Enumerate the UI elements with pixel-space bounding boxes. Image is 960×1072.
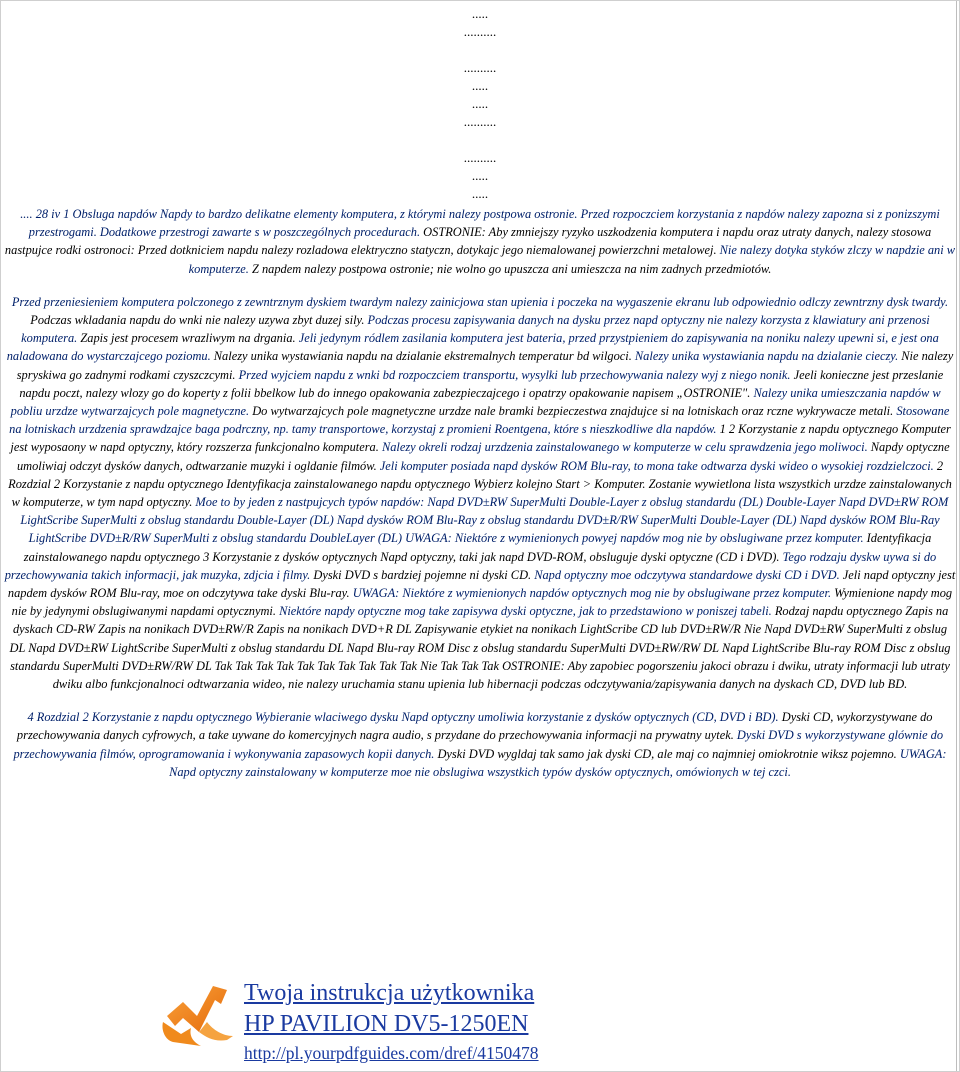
text-segment: Niektóre napdy optyczne mog take zapisywa dyski optyczne, jak to przedstawiono w poniszej tabeli.: [279, 604, 775, 619]
source-url-link[interactable]: http://pl.yourpdfguides.com/dref/4150478: [244, 1043, 539, 1063]
text-segment: Podczas wkladania napdu do wnki nie nalezy uzywa zbyt duzej sily.: [30, 313, 368, 328]
paragraph-2: [4, 293, 956, 693]
model-link[interactable]: HP PAVILION DV5-1250EN: [244, 1011, 529, 1037]
text-segment: Identyfikacja zainstalowanego napdu optycznego 3 Korzystanie z dysków optycznych Napd optyczny, taki jak napd DVD-ROM, obsluguje dyski optyczne (CD i DVD).: [23, 531, 932, 564]
text-segment: Nalezy unika wystawiania napdu na dzialanie ekstremalnych temperatur bd wilgoci.: [213, 349, 635, 364]
text-segment: UWAGA: Niektóre z wymienionych napdów optycznych mog nie by obslugiwane przez komputer.: [352, 586, 835, 601]
text-segment: Przed wyjciem napdu z wnki bd rozpoczciem transportu, wysylki lub przechowywania nalezy wyj z niego nonik.: [238, 367, 794, 382]
text-segment: .... 28 iv 1 Obsluga napdów Napdy to bardzo delikatne elementy komputera, z którymi nalezy postpowa ostronie. Przed rozpoczciem korzystania z napdów nalezy zapozna si z ponizszymi przestrogami. Dodatkowe przestrogi zawarte s w poszczególnych procedurach.: [20, 207, 940, 240]
dot-leader-list: [0, 5, 960, 203]
dot-leader: .....: [471, 78, 489, 93]
text-segment: Nie nalezy spryskiwa go zadnymi rodkami czyszczcymi.: [16, 349, 954, 382]
text-segment: 1 2 Korzystanie z napdu optycznego Komputer jest wyposaony w napd optyczny, który rozszerza funkcjonalno komputera.: [10, 422, 951, 455]
dot-leader: .....: [471, 96, 489, 111]
dot-leader: ..........: [463, 150, 497, 165]
text-segment: Jeli komputer posiada napd dysków ROM Blu-ray, to mona take odtwarza dyski wideo o wysokiej rozdzielczoci.: [379, 458, 937, 473]
dot-leader: ..........: [463, 24, 497, 39]
text-segment: UWAGA: Napd optyczny zainstalowany w komputerze moe nie obslugiwa wszystkich typów dysków optycznych, omówionych w tej czci.: [169, 746, 947, 779]
orange-arrow-logo-icon: [155, 972, 235, 1052]
text-segment: Dyski CD, wykorzystywane do przechowywania danych cyfrowych, a take uywane do komercyjnych nagra audio, s przydane do przechowywania informacji na prywatny uytek.: [16, 710, 933, 743]
text-segment: Przed przeniesieniem komputera polczonego z zewntrznym dyskiem twardym nalezy zainicjowa stan upienia i poczeka na wygaszenie ekranu lub odpowiednio odlczy zewntrzny dysk twardy.: [11, 294, 949, 309]
text-segment: Stosowane na lotniskach urzdzenia sprawdzajce baga podrczny, np. tamy transportowe, korzystaj z promieni Roentgena, które s nieszkodliwe dla napdów.: [9, 404, 950, 437]
text-segment: Jeli jedynym ródlem zasilania komputera jest bateria, przed przystpieniem do zapisywania na noniku nalezy upewni si, e jest ona naladowana do wystarczajcego poziomu.: [6, 331, 939, 364]
text-segment: Nalezy okreli rodzaj urzdzenia zainstalowanego w komputerze w celu sprawdzenia jego moliwoci.: [381, 440, 871, 455]
paragraph-3: [4, 708, 956, 781]
text-segment: Podczas procesu zapisywania danych na dysku przez napd optyczny nie nalezy korzysta z klawiatury ani przenosi komputera.: [21, 313, 930, 346]
text-segment: Z napdem nalezy postpowa ostronie; nie wolno go upuszcza ani umieszcza na nim zadnych przedmiotów.: [251, 261, 772, 276]
text-segment: 2 Rozdzial 2 Korzystanie z napdu optycznego Identyfikacja zainstalowanego napdu optycznego Wybierz kolejno Start > Komputer. Zostanie wywietlona lista wszystkich urzdze zainstalowanych w komputerze, w tym napd optyczny.: [8, 458, 952, 510]
document-body: [4, 205, 956, 781]
text-segment: Nie nalezy dotyka styków zlczy w napdzie ani w komputerze.: [188, 243, 956, 276]
dot-leader: [0, 41, 960, 59]
text-segment: Jeeli konieczne jest przeslanie napdu poczt, nalezy wlozy go do koperty z folii bbelkow lub do innego opakowania zabezpieczajcego i opatrzy opakowanie napisem „OSTRONIE".: [19, 367, 944, 400]
text-segment: Nalezy unika wystawiania napdu na dzialanie cieczy.: [634, 349, 902, 364]
text-segment: Do wytwarzajcych pole magnetyczne urzdze nale bramki bezpieczestwa znajdujce si na lotniskach oraz rczne wykrywacze metali.: [252, 404, 897, 419]
text-segment: OSTRONIE: Aby zmniejszy ryzyko uszkodzenia komputera i napdu oraz utraty danych, nalezy stosowa nastpujce rodki ostronoci: Przed dotkniciem napdu nalezy rozladowa elektryczno statyczn, dotykajc jego niemalowanej powierzchni metalowej.: [4, 225, 932, 258]
dot-leader: .....: [471, 6, 489, 21]
text-segment: Dyski DVD wygldaj tak samo jak dyski CD, ale maj co najmniej omiokrotnie wiksz pojemno.: [437, 746, 900, 761]
text-segment: Dyski DVD s wykorzystywane glównie do przechowywania filmów, oprogramowania i wykonywania zapasowych kopii danych.: [13, 728, 944, 761]
text-segment: Wymienione napdy mog nie by jedynymi obslugiwanymi napdami optycznymi.: [11, 586, 953, 619]
text-segment: Jeli napd optyczny jest napdem dysków ROM Blu-ray, moe on odczytywa take dyski Blu-ray.: [7, 567, 956, 601]
text-segment: Dyski DVD s bardziej pojemne ni dyski CD.: [313, 567, 535, 582]
text-segment: Rodzaj napdu optycznego Zapis na dyskach CD-RW Zapis na nonikach DVD±RW/R Zapis na nonikach DVD+R DL Zapisywanie etykiet na nonikach LightScribe CD lub DVD±RW/R Nie Napd DVD±RW SuperMulti z obslug DL Napd DVD±RW LightScribe SuperMulti z obslug standardu DL Napd Blu-ray ROM Disc z obslug standardu SuperMulti DVD±RW/RW DL Napd LightScribe Blu-ray ROM Disc z obslug standardu SuperMulti DVD±RW/RW DL Tak Tak Tak Tak Tak Tak Tak Tak Tak Tak Nie Tak Tak Tak: [9, 604, 951, 673]
text-segment: Tego rodzaju dyskw uywa si do przechowywania takich informacji, jak muzyka, zdjcia i filmy.: [4, 549, 937, 582]
footer-links: [244, 978, 539, 1066]
text-segment: Napd optyczny moe odczytywa standardowe dyski CD i DVD.: [534, 567, 843, 582]
paragraph-1: [4, 205, 956, 278]
dot-leader: .....: [471, 186, 489, 201]
dot-leader: ..........: [463, 60, 497, 75]
text-segment: OSTRONIE: Aby zapobiec pogorszeniu jakoci obrazu i dwiku, utraty informacji lub utraty dwiku albo funkcjonalnoci odtwarzania wideo, nie nalezy uruchamia stanu upienia lub hibernacji podczas odczytywania/zapisywania danych na dyskach CD, DVD lub BD.: [52, 658, 950, 692]
dot-leader: .....: [471, 168, 489, 183]
text-segment: Nalezy unika umieszczania napdów w pobliu urzdze wytwarzajcych pole magnetyczne.: [10, 385, 941, 419]
dot-leader: ..........: [463, 114, 497, 129]
text-segment: Napdy optyczne umoliwiaj odczyt dysków danych, odtwarzanie muzyki i ogldanie filmów.: [16, 440, 950, 473]
text-segment: Moe to by jeden z nastpujcych typów napdów: Napd DVD±RW SuperMulti Double-Layer z obslug standardu (DL) Double-Layer Napd DVD±RW ROM LightScribe SuperMulti z obslug standardu Double-Layer (DL) Napd dysków ROM Blu-Ray z obslug standardu DVD±R/RW SuperMulti Double-Layer (DL) Napd dysków ROM Blu-Ray LightScribe DVD±R/RW SuperMulti z obslug standardu DoubleLayer (DL) UWAGA: Niektóre z wymienionych powyej napdów mog nie by obslugiwane przez komputer.: [20, 495, 949, 546]
text-segment: Zapis jest procesem wrazliwym na drgania.: [80, 331, 299, 346]
manual-title-link[interactable]: Twoja instrukcja użytkownika: [244, 980, 535, 1006]
text-segment: 4 Rozdzial 2 Korzystanie z napdu optycznego Wybieranie wlaciwego dysku Napd optyczny umoliwia korzystanie z dysków optycznych (CD, DVD i BD).: [27, 710, 782, 725]
dot-leader: [0, 131, 960, 149]
